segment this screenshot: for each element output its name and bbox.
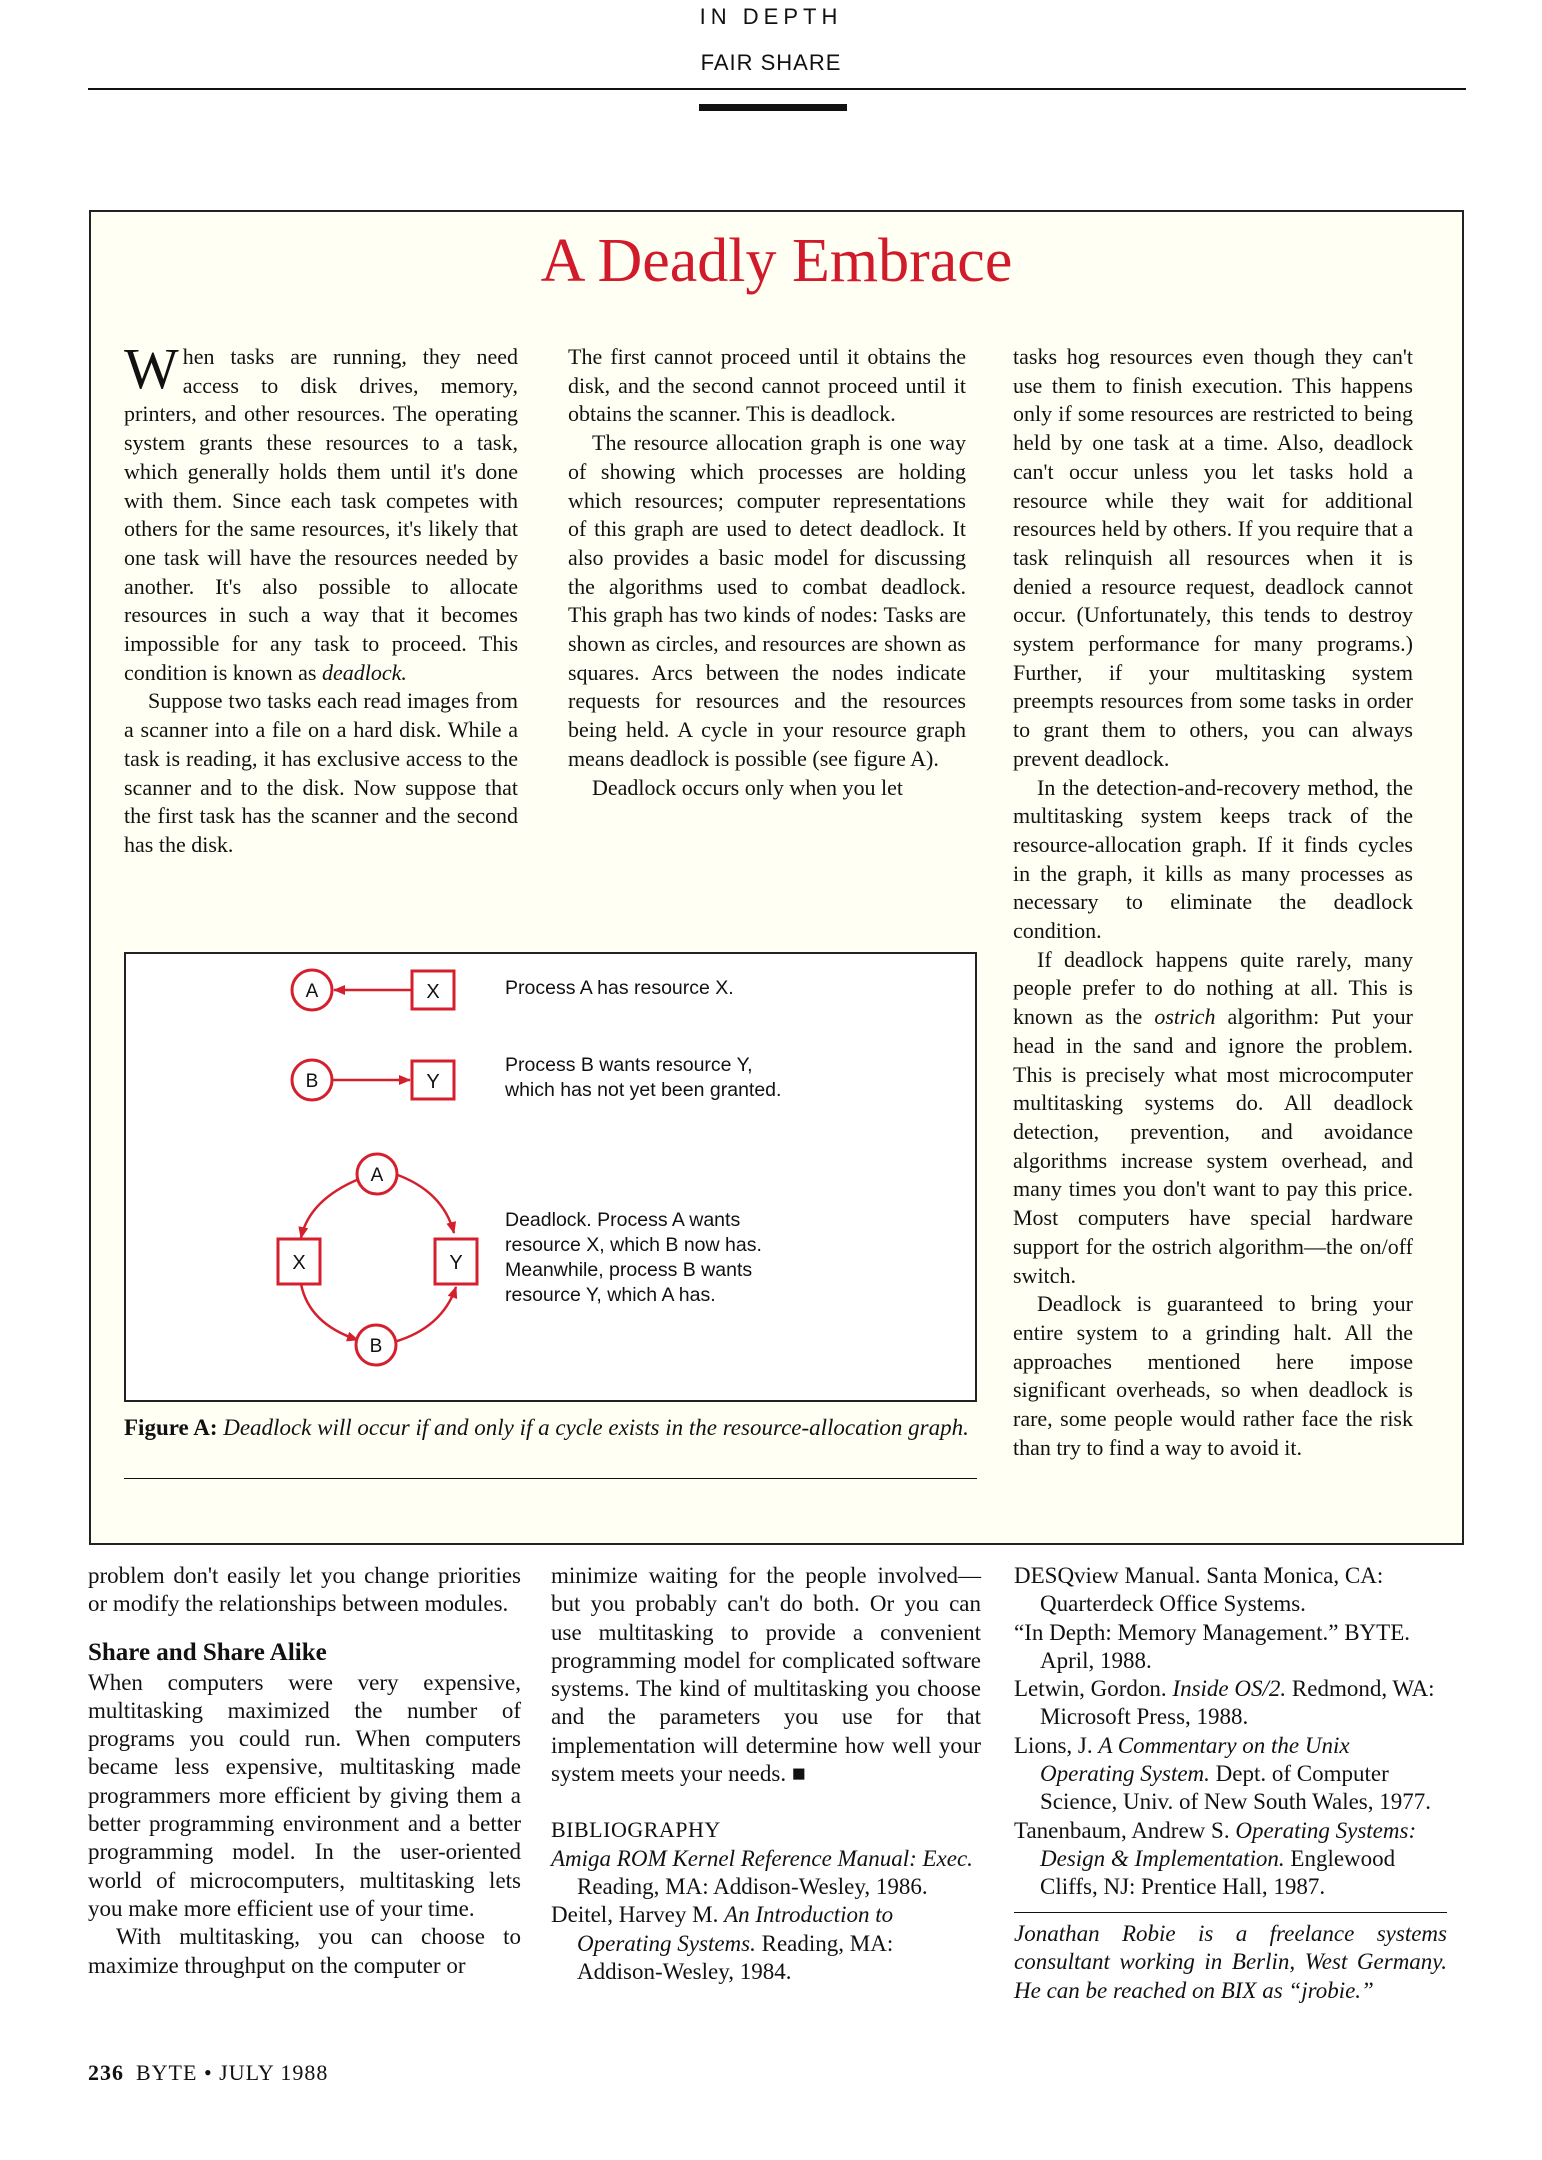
article-column-3	[1014, 1562, 1447, 1902]
figure-label-3	[505, 1208, 762, 1308]
bib-title: Operating Systems: Design & Implementation.	[1040, 1817, 1417, 1871]
figure-label-line: resource X, which B now has.	[505, 1234, 762, 1256]
node-label: X	[426, 981, 440, 1003]
bibliography-entry: “In Depth: Memory Management.” BYTE. April, 1988.	[1014, 1619, 1410, 1673]
arrow-b-to-y-cycle	[394, 1287, 456, 1342]
sidebar-paragraph: The resource allocation graph is one way of showing which processes are holding which resources; computer representations of this graph are used to detect deadlock. It also provides a basic model for discussing the algorithms used to combat deadlock. This graph has two kinds of nodes: Tasks are shown as circles, and resources are shown as squares. Arcs between the nodes indicate requests for resources and the resources being held. A cycle in your resource graph means deadlock is possible (see figure A).	[568, 430, 966, 771]
figure-label-line: which has not yet been granted.	[505, 1079, 782, 1101]
bibliography-entry	[1014, 1675, 1447, 1732]
sidebar-paragraph: Suppose two tasks each read images from a scanner into a file on a hard disk. While a task is reading, it has exclusive access to the scanner and to the disk. Now suppose that the first task has the scanner and the second has the disk.	[124, 688, 518, 857]
text-run: Englewood Cliffs, NJ: Prentice Hall, 1987.	[1040, 1845, 1396, 1900]
sidebar-title: A Deadly Embrace	[540, 227, 1013, 295]
bibliography-entry	[551, 1901, 981, 1986]
text-run: algorithm: Put your head in the sand and ignore the problem. This is precisely what most microcomputer multitasking systems do. All deadlock detection, prevention, and avoidance algorithms increase system overhead, and many times you don't want to pay this price. Most computers have special hardware support for the ostrich algorithm—the on/off switch.	[1013, 1004, 1414, 1288]
node-label: B	[305, 1071, 319, 1092]
bibliography-heading: BIBLIOGRAPHY	[551, 1817, 721, 1843]
node-label: A	[305, 981, 319, 1002]
article-column-2	[551, 1562, 981, 1986]
bib-title: Inside OS/2.	[1172, 1676, 1287, 1702]
sidebar-column-1	[124, 336, 518, 860]
sidebar-column-3	[1013, 343, 1413, 1462]
caption-lead: Figure A:	[124, 1415, 218, 1440]
article-paragraph: With multitasking, you can choose to maximize throughput on the computer or	[88, 1924, 521, 1978]
text-run: minimize waiting for the people involved—but you probably can't do both. Or you can use multitasking to provide a convenient programming model for complicated software systems. The kind of multitasking you choose and the parameters you use for that implementation will determine how well your system meets your needs.	[551, 1563, 981, 1787]
figure-caption	[124, 1414, 977, 1442]
bio-rule	[1014, 1912, 1447, 1913]
header-thick-rule	[699, 104, 847, 111]
figure-label-2	[505, 1053, 781, 1103]
figure-label-1: Process A has resource X.	[505, 977, 734, 999]
sidebar-column-2	[568, 343, 966, 802]
subhead-share-alike: Share and Share Alike	[88, 1638, 327, 1666]
bibliography-entry	[551, 1845, 981, 1902]
text-run: Dept. of Computer Science, Univ. of New South Wales, 1977.	[1040, 1761, 1431, 1815]
figure-resource-graph	[124, 952, 977, 1402]
text-run: Redmond, WA: Microsoft Press, 1988.	[1040, 1676, 1435, 1730]
article-paragraph: problem don't easily let you change priorities or modify the relationships between modules.	[88, 1563, 521, 1617]
magazine-issue: BYTE • JULY 1988	[136, 2060, 329, 2085]
caption-rule	[124, 1478, 977, 1479]
article-paragraph: When computers were very expensive, multitasking maximized the number of programs you could run. When computers became less expensive, multitasking made programmers more efficient by giving them a better programming environment and a better programming model. In the user-oriented world of microcomputers, multitasking lets you make more efficient use of your time.	[88, 1669, 521, 1921]
drop-cap: W	[124, 336, 179, 401]
sidebar-paragraph	[124, 336, 518, 687]
caption-text: Deadlock will occur if and only if a cycle exists in the resource-allocation graph.	[223, 1415, 969, 1440]
arrow-x-to-b	[301, 1284, 358, 1340]
text-run: hen tasks are running, they need access to disk drives, memory, printers, and other resources. The operating system grants these resources to a task, which generally holds them until it's done with them. Since each task competes with others for the same resources, it's likely that one task will have the resources needed by another. It's also possible to allocate resources in such a way that it becomes impossible for any task to proceed. This condition is known as	[124, 344, 518, 685]
bib-title: A Commentary on the Unix Operating System.	[1040, 1732, 1350, 1787]
bibliography-entry	[1014, 1817, 1447, 1902]
end-mark: ■	[791, 1761, 806, 1787]
sidebar-paragraph: The first cannot proceed until it obtains the disk, and the second cannot proceed until it obtains the scanner. This is deadlock.	[568, 344, 966, 427]
article-column-1	[88, 1562, 521, 1980]
arrow-y-to-a	[395, 1174, 454, 1233]
figure-label-line: Deadlock. Process A wants	[505, 1209, 741, 1231]
figure-label-line: Meanwhile, process B wants	[505, 1259, 753, 1281]
section-title: FAIR SHARE	[700, 50, 842, 75]
sidebar-paragraph: tasks hog resources even though they can't use them to finish execution. This happens only if some resources are restricted to being held by one task at a time. Also, deadlock can't occur unless you let tasks hold a resource while they wait for additional resources held by others. If you require that a task relinquish all resources when it is denied a resource request, deadlock cannot occur. (Unfortunately, this tends to destroy system performance for many programs.) Further, if your multitasking system preempts resources from some tasks in order to grant them to others, you can always prevent deadlock.	[1013, 344, 1413, 771]
header-rule	[88, 88, 1466, 90]
arrow-a-to-x	[301, 1179, 359, 1238]
department-kicker: IN DEPTH	[699, 4, 843, 29]
bibliography-entry	[1014, 1732, 1447, 1817]
node-label: Y	[449, 1252, 463, 1274]
author-bio: Jonathan Robie is a freelance systems consultant working in Berlin, West Germany. He can be reached on BIX as “jrobie.”	[1014, 1921, 1447, 2003]
page-footer	[88, 2060, 328, 2086]
sidebar-paragraph: Deadlock is guaranteed to bring your entire system to a grinding halt. All the approaches mentioned here impose significant overheads, so when deadlock is rare, some people would rather face the risk than try to find a way to avoid it.	[1013, 1291, 1413, 1460]
bibliography-entry: DESQview Manual. Santa Monica, CA: Quarterdeck Office Systems.	[1014, 1563, 1384, 1617]
resource-graph-diagram	[126, 954, 979, 1404]
text-run: If deadlock happens quite rarely, many people prefer to do nothing at all. This is known as the	[1013, 946, 1413, 1030]
bib-author: Tanenbaum, Andrew S.	[1014, 1817, 1230, 1843]
sidebar-paragraph	[1013, 946, 1413, 1290]
bib-author: Lions, J.	[1014, 1732, 1093, 1758]
bib-title: An Introduction to Operating Systems.	[577, 1902, 894, 1956]
node-label: X	[292, 1252, 306, 1274]
article-paragraph	[551, 1562, 981, 1788]
node-label: A	[370, 1165, 384, 1186]
bib-author: Deitel, Harvey M.	[551, 1902, 719, 1928]
figure-label-line: Process B wants resource Y,	[505, 1054, 753, 1076]
node-label: B	[369, 1336, 383, 1357]
node-label: Y	[426, 1071, 440, 1093]
figure-label-line: resource Y, which A has.	[505, 1284, 716, 1306]
term-deadlock: deadlock.	[322, 659, 407, 685]
bib-author: Letwin, Gordon.	[1014, 1676, 1167, 1702]
sidebar-paragraph: Deadlock occurs only when you let	[592, 774, 903, 800]
bib-title: Amiga ROM Kernel Reference Manual: Exec.	[551, 1845, 973, 1871]
page-number: 236	[88, 2060, 124, 2085]
term-ostrich: ostrich	[1154, 1004, 1216, 1030]
sidebar-paragraph: In the detection-and-recovery method, the multitasking system keeps track of the resource-allocation graph. If it finds cycles in the graph, it kills as many processes as necessary to eliminate the deadlock condition.	[1013, 774, 1413, 944]
text-run: Reading, MA: Addison-Wesley, 1984.	[577, 1930, 894, 1984]
text-run: Reading, MA: Addison-Wesley, 1986.	[577, 1873, 928, 1899]
